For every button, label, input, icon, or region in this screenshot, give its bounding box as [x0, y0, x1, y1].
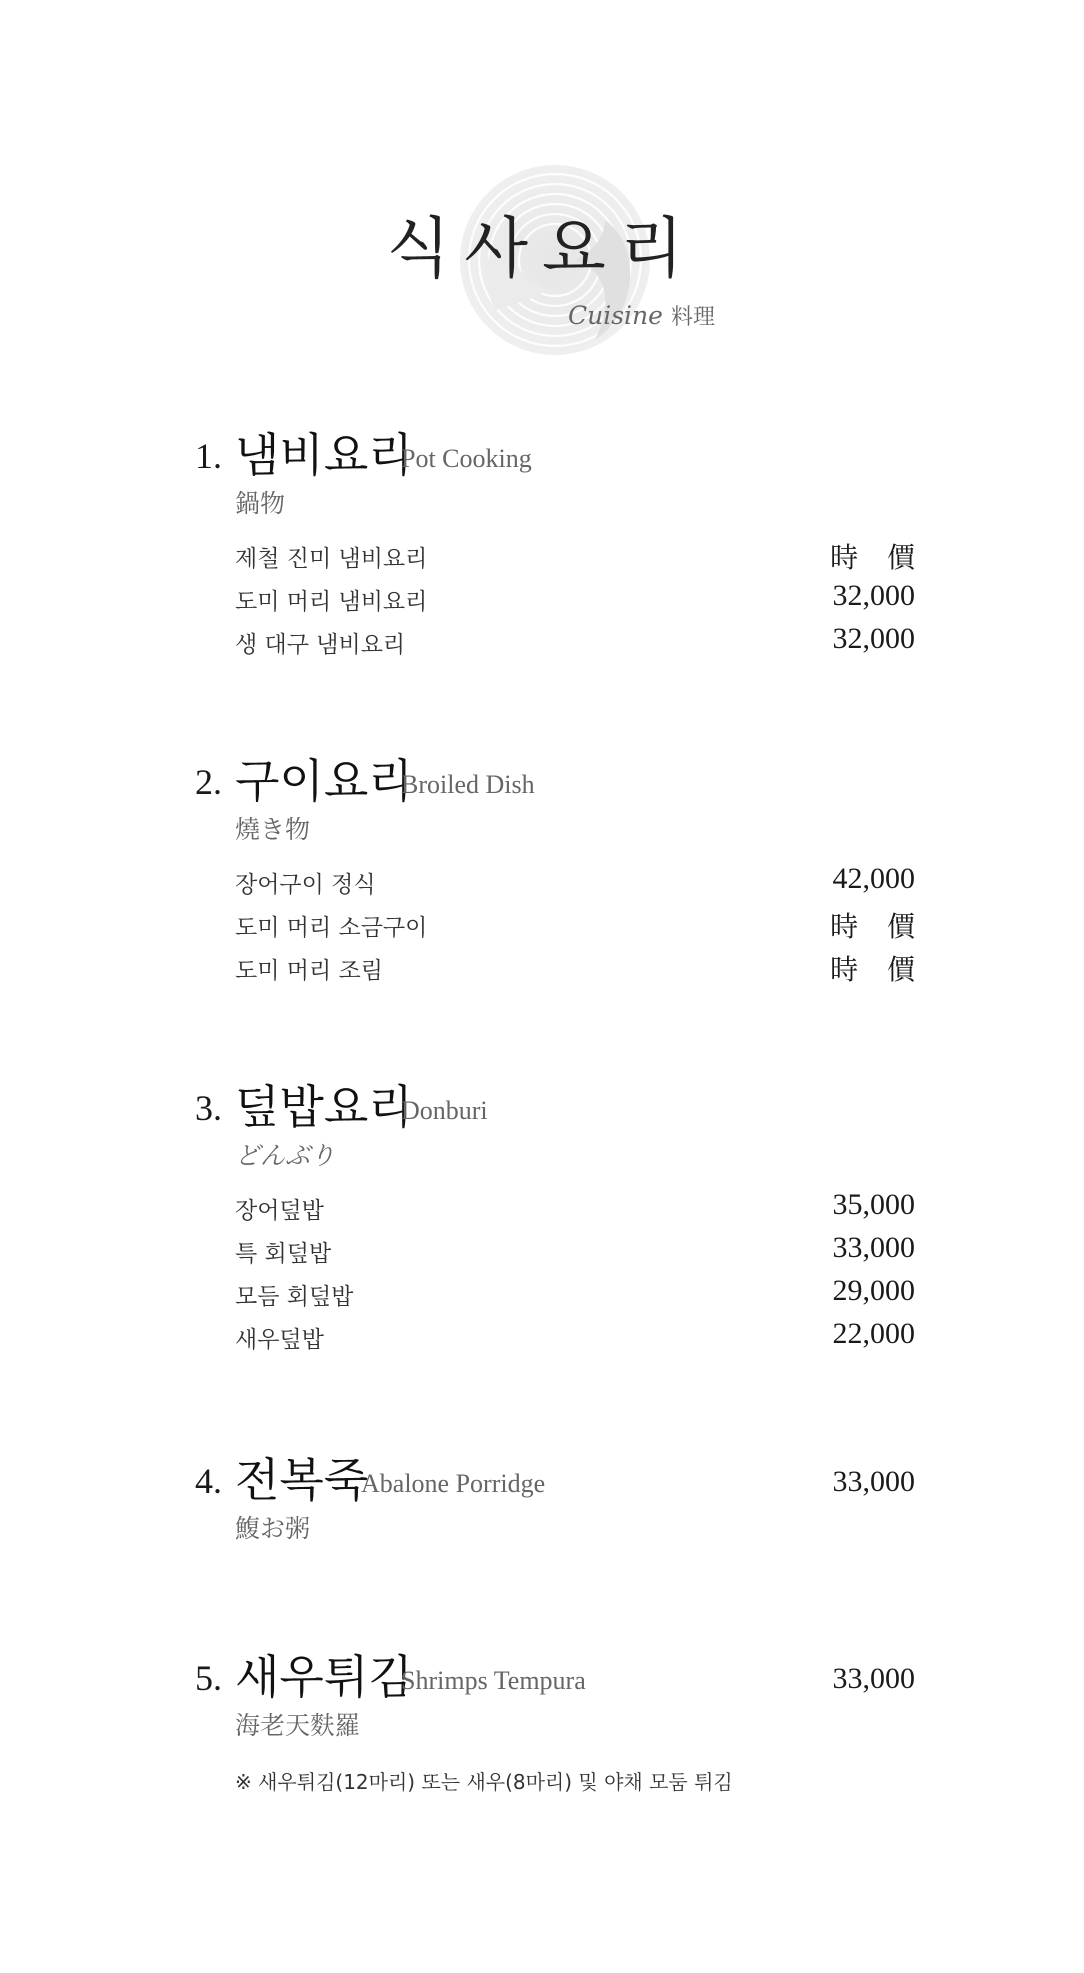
menu-item-name: 도미 머리 조림 [235, 958, 383, 984]
menu-item-price: 29,000 [832, 1274, 915, 1307]
section-title-en: Donburi [401, 1096, 488, 1125]
menu-item [235, 579, 915, 622]
menu-item-price: 33,000 [832, 1231, 915, 1264]
menu-item-name: 장어구이 정식 [235, 872, 376, 898]
section-number: 4. [195, 1461, 222, 1501]
section-note: ※ 새우튀김(12마리) 또는 새우(8마리) 및 야채 모둠 튀김 [235, 1770, 733, 1794]
section-title: 전복죽 [235, 1453, 369, 1507]
menu-item-price: 32,000 [832, 622, 915, 655]
menu-item-name: 도미 머리 소금구이 [235, 915, 428, 941]
menu-item-name: 제철 진미 냄비요리 [235, 546, 428, 572]
menu-item-list [235, 862, 925, 991]
menu-item-price: 時 價 [830, 541, 925, 574]
section-price: 33,000 [832, 1662, 915, 1695]
menu-item-list [235, 536, 925, 665]
section-abalone-porridge [195, 1443, 915, 1547]
menu-item-price: 35,000 [832, 1188, 915, 1221]
menu-item-name: 장어덮밥 [235, 1198, 324, 1224]
menu-item [235, 1188, 915, 1231]
section-heading [195, 744, 915, 808]
section-heading [195, 1640, 915, 1704]
page-subtitle-en: Cuisine [568, 301, 663, 330]
menu-item [235, 1274, 915, 1317]
section-subtitle: 燒き物 [235, 815, 311, 844]
section-title-en: Shrimps Tempura [401, 1666, 586, 1695]
section-heading [195, 1443, 915, 1507]
section-title-en: Abalone Porridge [361, 1469, 546, 1498]
section-subtitle: 鍋物 [235, 489, 286, 518]
section-number: 1. [195, 436, 222, 476]
menu-item [235, 862, 915, 905]
menu-item-price: 時 價 [830, 910, 925, 943]
section-pot-cooking [195, 418, 925, 665]
menu-item-price: 42,000 [832, 862, 915, 895]
menu-item [235, 622, 915, 665]
section-shrimp-tempura [195, 1640, 915, 1795]
menu-item-name: 모듬 회덮밥 [235, 1284, 354, 1310]
section-title: 덮밥요리 [235, 1080, 413, 1134]
section-subtitle: どんぶり [235, 1141, 336, 1170]
menu-item-price: 時 價 [830, 953, 925, 986]
section-broiled-dish [195, 744, 925, 991]
menu-item [235, 1317, 915, 1360]
menu-item [235, 536, 925, 579]
menu-item-list [235, 1188, 915, 1360]
section-heading [195, 418, 915, 482]
section-title: 새우튀김 [235, 1650, 413, 1704]
section-donburi [195, 1070, 915, 1360]
menu-item-price: 22,000 [832, 1317, 915, 1350]
section-subtitle: 鰒お粥 [235, 1514, 311, 1543]
section-number: 5. [195, 1658, 222, 1698]
menu-item-name: 특 회덮밥 [235, 1241, 332, 1267]
section-price: 33,000 [832, 1465, 915, 1498]
section-number: 3. [195, 1088, 222, 1128]
section-subtitle: 海老天麩羅 [235, 1711, 361, 1740]
menu-item-price: 32,000 [832, 579, 915, 612]
section-title: 구이요리 [235, 754, 413, 808]
section-title: 냄비요리 [235, 428, 413, 482]
page-subtitle-cjk: 料理 [670, 305, 715, 330]
menu-item [235, 948, 925, 991]
section-number: 2. [195, 762, 222, 802]
menu-item [235, 905, 925, 948]
menu-item-name: 생 대구 냄비요리 [235, 632, 406, 658]
menu-item-name: 도미 머리 냄비요리 [235, 589, 428, 615]
menu-item-name: 새우덮밥 [235, 1327, 324, 1353]
section-heading [195, 1070, 915, 1134]
page-title: 식사요리 [386, 210, 698, 287]
section-title-en: Broiled Dish [401, 770, 535, 799]
page-subtitle [568, 303, 715, 329]
section-title-en: Pot Cooking [401, 444, 532, 473]
menu-item [235, 1231, 915, 1274]
